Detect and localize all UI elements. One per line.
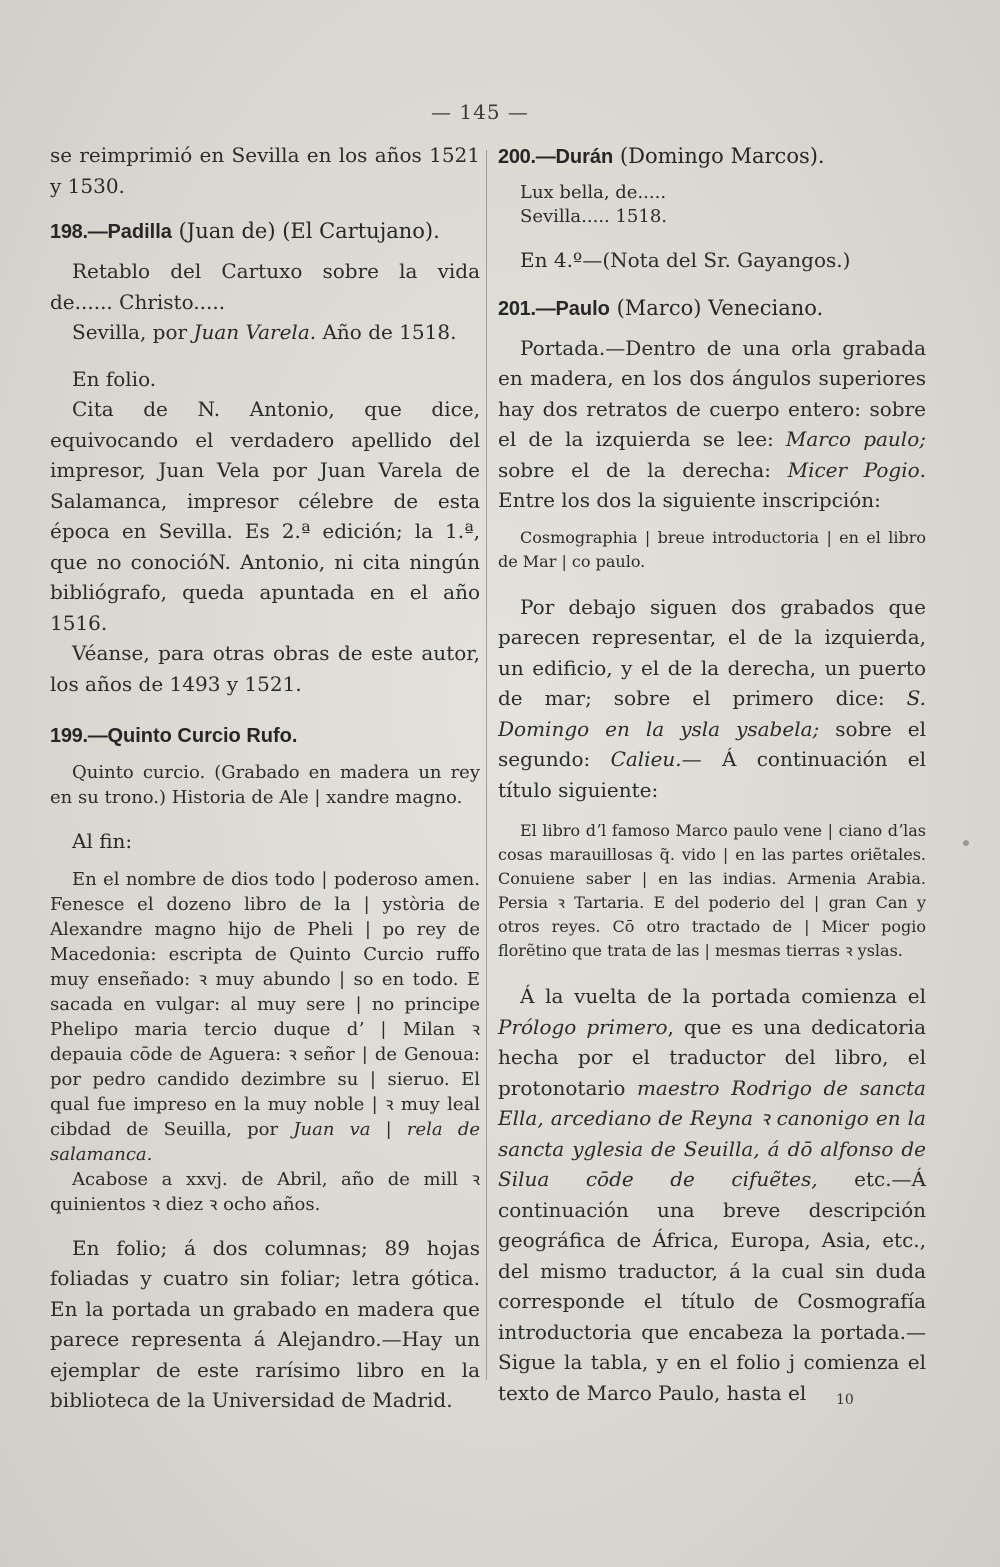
entry-author-rest: (Juan de) (El Cartujano).	[171, 219, 440, 243]
engraving-caption-2: Calieu.	[610, 747, 682, 771]
prologue-title: Prólogo primero	[498, 1014, 668, 1039]
entry-198-heading	[50, 215, 480, 248]
engravings-text: Por debajo siguen dos grabados que parecen representar, el de la izquierda, un edificio, y el de la derecha, un puerto de mar; sobre el primero dice:	[498, 594, 926, 710]
entry-200-imprint: Sevilla..... 1518.	[520, 206, 668, 227]
entry-199-date: Acabose a xxvj. de Abril, año de mill ꝛ quinientos ꝛ diez ꝛ ocho años.	[50, 1168, 480, 1215]
entry-199-colophon-label: Al fin:	[72, 829, 133, 853]
entry-number: 201.—	[498, 297, 556, 320]
entry-198-imprint	[50, 317, 480, 348]
entry-199-colophon	[50, 867, 480, 1167]
inscription-quote: Cosmographia | breue introductoria | en el libro de Mar | co paulo.	[498, 527, 926, 571]
right-column	[498, 140, 926, 1408]
entry-199-title: Quinto curcio. (Grabado en madera un rey en su trono.) Historia de Ale | xandre magno.	[50, 762, 480, 808]
entry-199-description: En folio; á dos columnas; 89 hojas foliadas y cuatro sin foliar; letra gótica. En la portada un grabado en madera que parece representa á Alejandro.—Hay un ejemplar de este rarísimo libro en la biblioteca de la Universidad de Madrid.	[50, 1235, 480, 1412]
title-quote: El libro dʼl famoso Marco paulo vene | ciano dʼlas cosas marauillosas q̃. vido | en las partes oriẽtales. Conuiene saber | en las indias. Armenia Arabia. Persia ꝛ Tartaria. E del poderio del | gran Can y otros reyes. Cō otro tractado de | Micer pogio florẽtino que trata de las | mesmas tierras ꝛ yslas.	[498, 821, 926, 960]
entry-200-title: Lux bella, de.....	[520, 182, 667, 203]
entry-title: Quinto Curcio Rufo.	[107, 725, 298, 747]
portada-text: Portada.—Dentro de una orla grabada en madera, en los dos ángulos superiores hay dos retratos de cuerpo entero: sobre el de la izquierda se lee:	[498, 335, 926, 451]
entry-201-heading	[498, 292, 926, 325]
left-column	[50, 140, 480, 1416]
entry-198-format: En folio.	[72, 366, 157, 391]
entry-number: 199.—	[50, 725, 108, 747]
prologue-text-3: etc.—Á continuación una breve descripción geográfica de África, Europa, Asia, etc., del mismo traductor, á la cual sin duda corresponde el título de Cosmografía introductoria que encabeza la portada.—Sigue la tabla, y en el folio j comienza el texto de Marco Paulo, hasta el	[498, 1167, 926, 1405]
paper-spot	[963, 840, 969, 846]
entry-198-note: Cita de N. Antonio, que dice, equivocando el verdadero apellido del impresor, Juan Vela por Juan Varela de Salamanca, impresor célebre de esta época en Sevilla. Es 2.ª edición; la 1.ª, que no conocióN. Antonio, ni cita ningún bibliógrafo, queda apuntada en el año 1516.	[50, 397, 480, 635]
engraving-caption-1: S. Domingo en la ysla ysabela;	[498, 686, 926, 741]
imprint-year: . Año de 1518.	[309, 320, 457, 344]
entry-201-prologue	[498, 981, 926, 1408]
entry-200-heading	[498, 140, 926, 173]
portada-left-caption: Marco paulo;	[785, 427, 926, 451]
continuation-paragraph: se reimprimió en Sevilla en los años 1521 y 1530.	[50, 143, 480, 198]
portada-text-3: . Entre los dos la siguiente inscripción:	[498, 457, 926, 512]
entry-author: Padilla	[107, 221, 172, 243]
engravings-text-3: — Á continuación el título siguiente:	[498, 747, 927, 802]
portada-right-caption: Micer Pogio	[787, 457, 920, 482]
entry-author: Durán	[555, 146, 614, 168]
portada-text-2: sobre el de la derecha:	[498, 457, 788, 482]
folio-signature: 10	[836, 1392, 854, 1408]
entry-number: 198.—	[50, 221, 108, 243]
entry-author-rest: (Marco) Veneciano.	[609, 295, 824, 320]
printer-name: Juan Varela	[193, 320, 310, 344]
prologue-dedication: maestro Rodrigo de sancta Ella, arcediano de Reyna ꝛ canonigo en la sancta yglesia de Seuilla, á dō alfonso de Silua cōde de cifuẽtes,	[498, 1075, 926, 1191]
entry-author: Paulo	[555, 297, 610, 320]
entry-198-title: Retablo del Cartuxo sobre la vida de...... Christo.....	[50, 259, 480, 314]
entry-200-format: En 4.º—(Nota del Sr. Gayangos.)	[520, 248, 851, 272]
engravings-text-2: sobre el segundo:	[498, 716, 926, 771]
prologue-text: Á la vuelta de la portada comienza el	[520, 984, 926, 1008]
column-divider	[486, 150, 487, 1380]
entry-201-engravings	[498, 592, 926, 806]
imprint-text: Sevilla, por	[72, 320, 194, 344]
entry-199-heading	[50, 719, 480, 752]
prologue-text-2: , que es una dedicatoria hecha por el traductor del libro, el protonotario	[498, 1014, 926, 1100]
colophon-printer: Juan va | rela de salamanca.	[50, 1118, 480, 1165]
entry-201-description	[498, 333, 926, 516]
page-number: — 145 —	[431, 100, 529, 124]
entry-number: 200.—	[498, 146, 556, 168]
colophon-text: En el nombre de dios todo | poderoso amen. Fenesce el dozeno libro de la | ystòria de Alexandre magno hijo de Pheli | po rey de Macedonia: escripta de Quinto Curcio ruffo muy enseñado: ꝛ muy abundo | so en todo. E sacada en vulgar: al muy sere | no principe Phelipo maria tercio duque dʼ | Milan ꝛ depauia cōde de Aguera: ꝛ señor | de Genoua: por pedro candido dezimbre su | sieruo. El qual fue impreso en la muy noble | ꝛ muy leal cibdad de Seuilla, por	[50, 868, 480, 1140]
entry-author-rest: (Domingo Marcos).	[613, 144, 825, 168]
entry-198-see-also: Véanse, para otras obras de este autor, los años de 1493 y 1521.	[50, 641, 480, 696]
